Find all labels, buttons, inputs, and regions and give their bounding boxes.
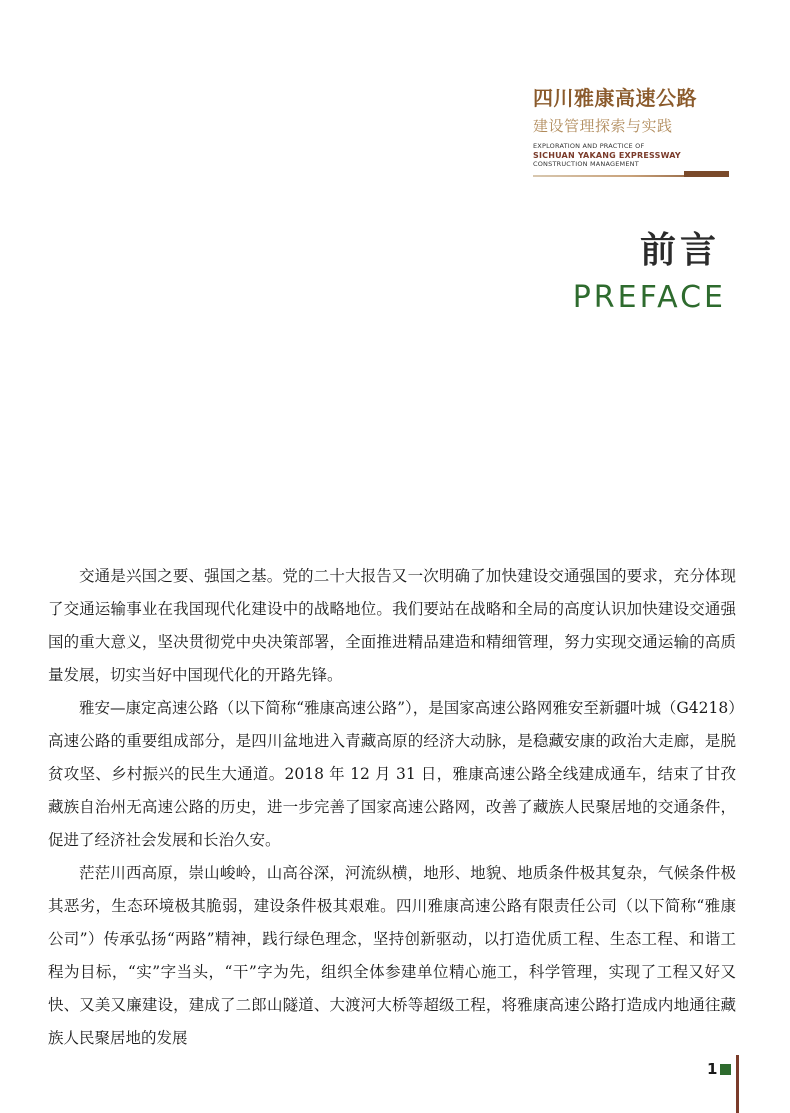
- english-title-line-3: CONSTRUCTION MANAGEMENT: [533, 160, 639, 168]
- header-divider-accent: [684, 171, 729, 177]
- preface-heading-en: PREFACE: [572, 280, 726, 315]
- page-number-square-icon: [720, 1064, 731, 1075]
- english-title-line-1: EXPLORATION AND PRACTICE OF: [533, 142, 645, 150]
- book-title: 四川雅康高速公路: [533, 86, 697, 110]
- preface-heading-cn: 前言: [639, 230, 720, 271]
- paragraph-1: 交通是兴国之要、强国之基。党的二十大报告又一次明确了加快建设交通强国的要求，充分体现了交通运输事业在我国现代化建设中的战略地位。我们要站在战略和全局的高度认识加快建设交通强国的重大意义，坚决贯彻党中央决策部署，全面推进精品建造和精细管理，努力实现交通运输的高质量发展，切实当好中国现代化的开路先锋。: [48, 567, 736, 684]
- page-number: [707, 1060, 731, 1078]
- page-number-label: 1: [707, 1060, 718, 1078]
- page-edge-bar: [736, 1055, 739, 1113]
- body-text: [48, 560, 736, 1055]
- paragraph-3: 茫茫川西高原，崇山峻岭，山高谷深，河流纵横，地形、地貌、地质条件极其复杂，气候条件极其恶劣，生态环境极其脆弱，建设条件极其艰难。四川雅康高速公路有限责任公司（以下简称“雅康公司”）传承弘扬“两路”精神，践行绿色理念，坚持创新驱动，以打造优质工程、生态工程、和谐工程为目标，“实”字当头，“干”字为先，组织全体参建单位精心施工，科学管理，实现了工程又好又快、又美又廉建设，建成了二郎山隧道、大渡河大桥等超级工程，将雅康高速公路打造成内地通往藏族人民聚居地的发展: [48, 864, 736, 1047]
- english-title-line-2: SICHUAN YAKANG EXPRESSWAY: [533, 151, 681, 160]
- paragraph-2: 雅安—康定高速公路（以下简称“雅康高速公路”），是国家高速公路网雅安至新疆叶城（G4218）高速公路的重要组成部分，是四川盆地进入青藏高原的经济大动脉，是稳藏安康的政治大走廊，是脱贫攻坚、乡村振兴的民生大通道。2018 年 12 月 31 日，雅康高速公路全线建成通车，结束了甘孜藏族自治州无高速公路的历史，进一步完善了国家高速公路网，改善了藏族人民聚居地的交通条件，促进了经济社会发展和长治久安。: [48, 699, 736, 849]
- book-subtitle: 建设管理探索与实践: [533, 117, 673, 135]
- book-header: [533, 82, 733, 169]
